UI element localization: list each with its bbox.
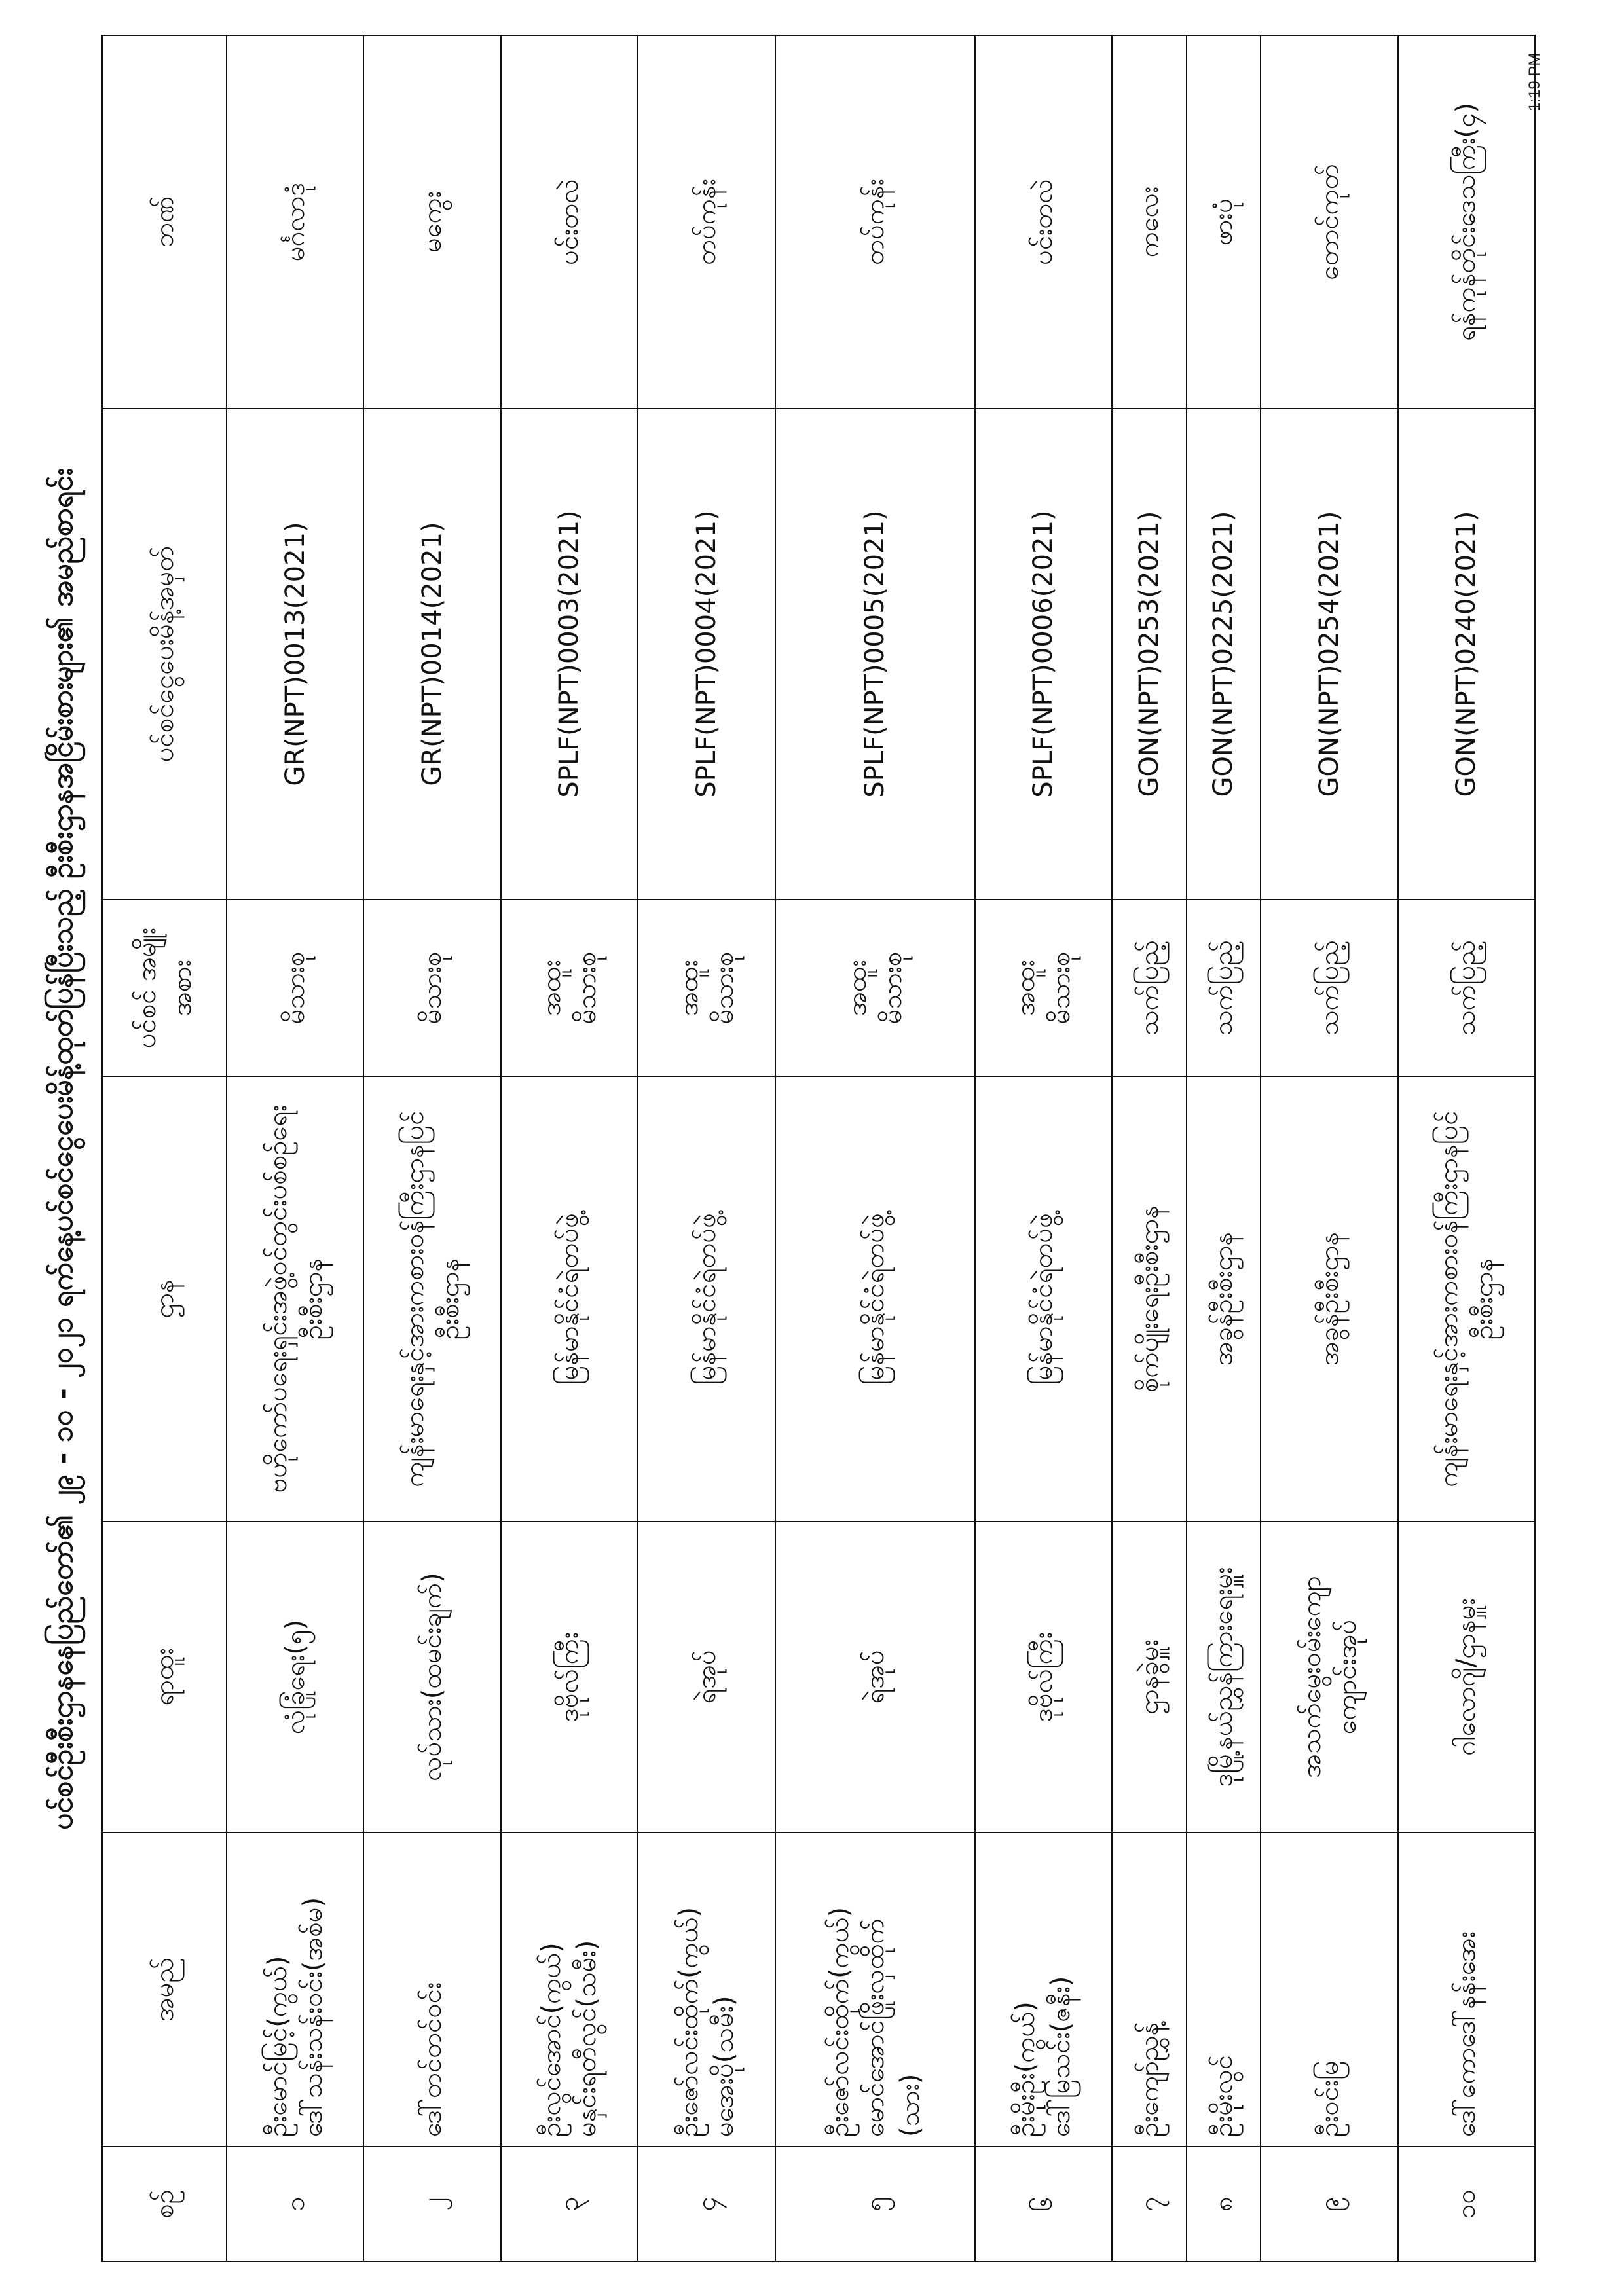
cell-rank-line: ရဲအုပ်	[860, 1650, 891, 1704]
cell-no: ၄	[638, 2147, 775, 2261]
cell-name-line: ဦးဝင်းမြ	[1314, 2060, 1344, 2137]
cell-name-line: မအေးပို(သမီး)	[709, 1995, 739, 2137]
cell-no: ၅	[775, 2147, 975, 2261]
cell-dept-line: ဗဟိုကော်ပရေးရှင်းအဖွဲ့ဝင်တွင်းပစ်စဉ်ရေး	[262, 1104, 293, 1493]
header-rank: ရာထူး	[102, 1522, 227, 1832]
cell-pension-type-line: သက်ပြည့်	[1208, 940, 1239, 1036]
cell-order-no: GON(NPT)0254(2021)	[1261, 409, 1397, 900]
cell-pension-type	[1187, 900, 1261, 1076]
cell-dept-line: အခွန်ဦးစီးဌာန	[1208, 1231, 1239, 1366]
cell-pension-type-line: မိသားစု	[877, 951, 908, 1025]
header-dept: ဌာန	[102, 1076, 227, 1522]
cell-name-line: (သား)	[895, 2073, 926, 2137]
cell-pension-type	[638, 900, 775, 1076]
cell-rank-line: ဒုဗိုလ်ကြီး	[1028, 1631, 1059, 1722]
cell-pension-type	[1261, 900, 1397, 1076]
cell-rank	[1187, 1522, 1261, 1832]
cell-rank-line: လုံခြုံရေး(၅)	[280, 1619, 310, 1735]
cell-dept	[1398, 1076, 1535, 1522]
cell-name-line: ဦးဇော်လင်းထိုက်(ကွယ်)	[673, 1906, 704, 2137]
cell-order-no: SPLF(NPT)0005(2021)	[775, 409, 975, 900]
rotated-document	[36, 36, 1536, 2262]
cell-township: ကလေး	[1112, 35, 1187, 409]
cell-pension-type	[501, 900, 638, 1076]
header-pension-type: ပင်စင် အမျိုးအစား	[102, 900, 227, 1076]
cell-pension-type-line: အထူး	[842, 960, 873, 1016]
cell-name-line: ဦးလွင်အောင်(ကွယ်)	[536, 1942, 567, 2137]
cell-rank	[638, 1522, 775, 1832]
table-row	[227, 35, 363, 2261]
table-row	[638, 35, 775, 2261]
cell-pension-type-line: မိသားစု	[572, 951, 602, 1025]
cell-township: တောင်ကုတ်	[1261, 35, 1397, 409]
cell-pension-type-line: မိသားစု	[280, 951, 310, 1025]
cell-pension-type	[775, 900, 975, 1076]
cell-rank-line: ဂါလောဂျိ/ဌာနမှူး	[1451, 1598, 1482, 1756]
cell-dept-line: စိုက်ပျိုးရေးဦးစီးဌာန	[1134, 1205, 1164, 1393]
cell-name	[1187, 1832, 1261, 2147]
cell-pension-type	[227, 900, 363, 1076]
cell-rank	[227, 1522, 363, 1832]
cell-no: ၁၀	[1398, 2147, 1535, 2261]
scan-timestamp: 1:19 PM	[1526, 52, 1543, 111]
cell-dept	[638, 1076, 775, 1522]
cell-dept	[363, 1076, 500, 1522]
cell-order-no: GR(NPT)0014(2021)	[363, 409, 500, 900]
cell-name-line: ဒေါ်ကောဒေါ်နန်းအေး	[1451, 1931, 1482, 2137]
cell-rank-line: ဒုမြို့နယ်ညွှန်ကြားရေးမှူး	[1208, 1567, 1239, 1787]
cell-pension-type-line: သက်ပြည့်	[1134, 940, 1164, 1036]
cell-dept-line: မြန်မာနိုင်ငံရဲတပ်ဖွဲ့	[860, 1212, 891, 1385]
cell-pension-type	[1398, 900, 1535, 1076]
table-row	[975, 35, 1112, 2261]
cell-rank-line: ဒုဗိုလ်ကြီး	[554, 1631, 585, 1722]
table-header-row	[102, 35, 227, 2261]
cell-no: ၆	[975, 2147, 1112, 2261]
cell-name-line: ဦးမောင်မြင့်(ကွယ်)	[262, 1956, 293, 2137]
pensioner-table	[101, 35, 1536, 2262]
header-township: ဘဏ်	[102, 35, 227, 409]
cell-township: ပင်းတလဲ	[501, 35, 638, 409]
cell-no: ၁	[227, 2147, 363, 2261]
cell-name-line: ဒေါ်တင်တင်ဝင်း	[417, 1982, 448, 2137]
cell-pension-type-line: မိသားစု	[1046, 951, 1077, 1025]
cell-name	[501, 1832, 638, 2147]
document-title: ပင်စင်ဦးစီးဌာနနေပြည်တော်၏ ၂၉ - ၁၀ - ၂၀၂၁ ရက်နေ့ပင်စင်ငွေပေးမိန့်ထုတ်ပြန်ပြီးသည့် ဦးစီးဌာနအငြိမ်းစားများ၏ အမည်စာရင်း	[46, 468, 79, 1830]
cell-rank	[1398, 1522, 1535, 1832]
cell-township: မင်္ဂလာဒုံ	[227, 35, 363, 409]
header-order-no: ပင်စင်ငွေပေးမိန့်အမှတ်	[102, 409, 227, 900]
cell-order-no: GON(NPT)0253(2021)	[1112, 409, 1187, 900]
cell-name-line: ဦးဇော်လင်းထိုက်(ကွယ်)	[824, 1906, 855, 2137]
cell-dept-line: ဦးစီးဌာန	[1469, 1258, 1500, 1340]
cell-name	[775, 1832, 975, 2147]
cell-pension-type-line: မိသားစု	[417, 951, 448, 1025]
cell-dept-line: ကျန်းမာရေးနှင့်အားကစားဝန်ကြီးဌာနပြင်	[1433, 1110, 1464, 1487]
cell-dept-line: မြန်မာနိုင်ငံရဲတပ်ဖွဲ့	[1028, 1212, 1059, 1385]
cell-no: ၂	[363, 2147, 500, 2261]
cell-order-no: SPLF(NPT)0003(2021)	[501, 409, 638, 900]
cell-pension-type-line: သက်ပြည့်	[1314, 940, 1344, 1036]
cell-name	[975, 1832, 1112, 2147]
cell-rank	[775, 1522, 975, 1832]
cell-order-no: SPLF(NPT)0004(2021)	[638, 409, 775, 900]
cell-rank	[501, 1522, 638, 1832]
cell-dept	[975, 1076, 1112, 1522]
cell-pension-type-line: မိသားစု	[709, 951, 739, 1025]
cell-pension-type	[1112, 900, 1187, 1076]
cell-township: ဖားပုံ	[1187, 35, 1261, 409]
cell-rank-line: ဌာနခွဲမှူး	[1134, 1639, 1164, 1715]
table-row	[1261, 35, 1397, 2261]
cell-name	[1398, 1832, 1535, 2147]
cell-dept	[227, 1076, 363, 1522]
cell-township: ရန်ကုန်တိုင်းဒေသကြီး(၄)	[1398, 35, 1535, 409]
table-row	[1398, 35, 1535, 2261]
cell-dept	[1261, 1076, 1397, 1522]
table-row	[363, 35, 500, 2261]
cell-pension-type	[975, 900, 1112, 1076]
cell-pension-type-line: သက်ပြည့်	[1451, 940, 1482, 1036]
cell-name	[1261, 1832, 1397, 2147]
cell-dept-line: အခွန်ဦးစီးဌာန	[1314, 1231, 1344, 1366]
cell-rank	[975, 1522, 1112, 1832]
table-row	[775, 35, 975, 2261]
cell-name-line: မနှင်းရတီလွင်(သမီး)	[572, 1940, 602, 2137]
table-row	[1112, 35, 1187, 2261]
cell-name-line: မောင်အောင်ဖြိုးလှထိုက်	[860, 1918, 891, 2137]
cell-name	[1112, 1832, 1187, 2147]
cell-no: ၈	[1187, 2147, 1261, 2261]
cell-order-no: GON(NPT)0240(2021)	[1398, 409, 1535, 900]
cell-name	[638, 1832, 775, 2147]
cell-name-line: ဦးမိုးဦး(ကွယ်)	[1010, 2001, 1041, 2137]
cell-no: ၉	[1261, 2147, 1397, 2261]
cell-dept	[1112, 1076, 1187, 1522]
cell-order-no: GON(NPT)0225(2021)	[1187, 409, 1261, 900]
cell-township: ပင်းတလဲ	[975, 35, 1112, 409]
cell-order-no: SPLF(NPT)0006(2021)	[975, 409, 1112, 900]
cell-name	[227, 1832, 363, 2147]
cell-name-line: ဒေါ်သန်းသန်းဝင်း(အစ်မ)	[297, 1897, 328, 2137]
cell-name-line: ဦးကျော်ညွှန့်	[1134, 2022, 1164, 2137]
cell-rank-line: ကျောင်းအုပ်	[1331, 1619, 1362, 1735]
cell-rank	[1112, 1522, 1187, 1832]
cell-rank	[1261, 1522, 1397, 1832]
cell-township: တပ်ကုန်း	[775, 35, 975, 409]
cell-dept-line: မြန်မာနိုင်ငံရဲတပ်ဖွဲ့	[554, 1212, 585, 1385]
cell-name-line: ဦးမိုးလွင်	[1208, 2054, 1239, 2137]
cell-name	[363, 1832, 500, 2147]
cell-rank-line: လုပ်သား(ထမင်းချက်)	[417, 1573, 448, 1781]
header-no: စဉ်	[102, 2147, 227, 2261]
cell-dept-line: မြန်မာနိုင်ငံရဲတပ်ဖွဲ့	[691, 1212, 722, 1385]
cell-township: မကွေး	[363, 35, 500, 409]
table-row	[501, 35, 638, 2261]
header-name: အမည်	[102, 1832, 227, 2147]
cell-dept-line: ဦးစီးဌာန	[435, 1258, 466, 1340]
cell-pension-type	[363, 900, 500, 1076]
cell-order-no: GR(NPT)0013(2021)	[227, 409, 363, 900]
cell-name-line: ဒေါ်မြသင်း(ဇနီး)	[1046, 1976, 1077, 2137]
cell-township: တပ်ကုန်း	[638, 35, 775, 409]
cell-dept	[501, 1076, 638, 1522]
table-row	[1187, 35, 1261, 2261]
cell-dept-line: ဦးစီးဌာန	[297, 1258, 328, 1340]
cell-pension-type-line: အထူး	[673, 960, 704, 1016]
cell-no: ၇	[1112, 2147, 1187, 2261]
cell-dept	[1187, 1076, 1261, 1522]
cell-dept	[775, 1076, 975, 1522]
cell-rank-line: ရဲအုပ်	[691, 1650, 722, 1704]
cell-pension-type-line: အထူး	[536, 960, 567, 1016]
cell-rank	[363, 1522, 500, 1832]
cell-rank-line: အသက်မွေးဝမ်းကျော	[1296, 1576, 1327, 1778]
cell-pension-type-line: အထူး	[1010, 960, 1041, 1016]
cell-dept-line: ကျန်းမာရေးနှင့်အားကစားဝန်ကြီးဌာနပြင်	[399, 1110, 430, 1487]
cell-no: ၃	[501, 2147, 638, 2261]
